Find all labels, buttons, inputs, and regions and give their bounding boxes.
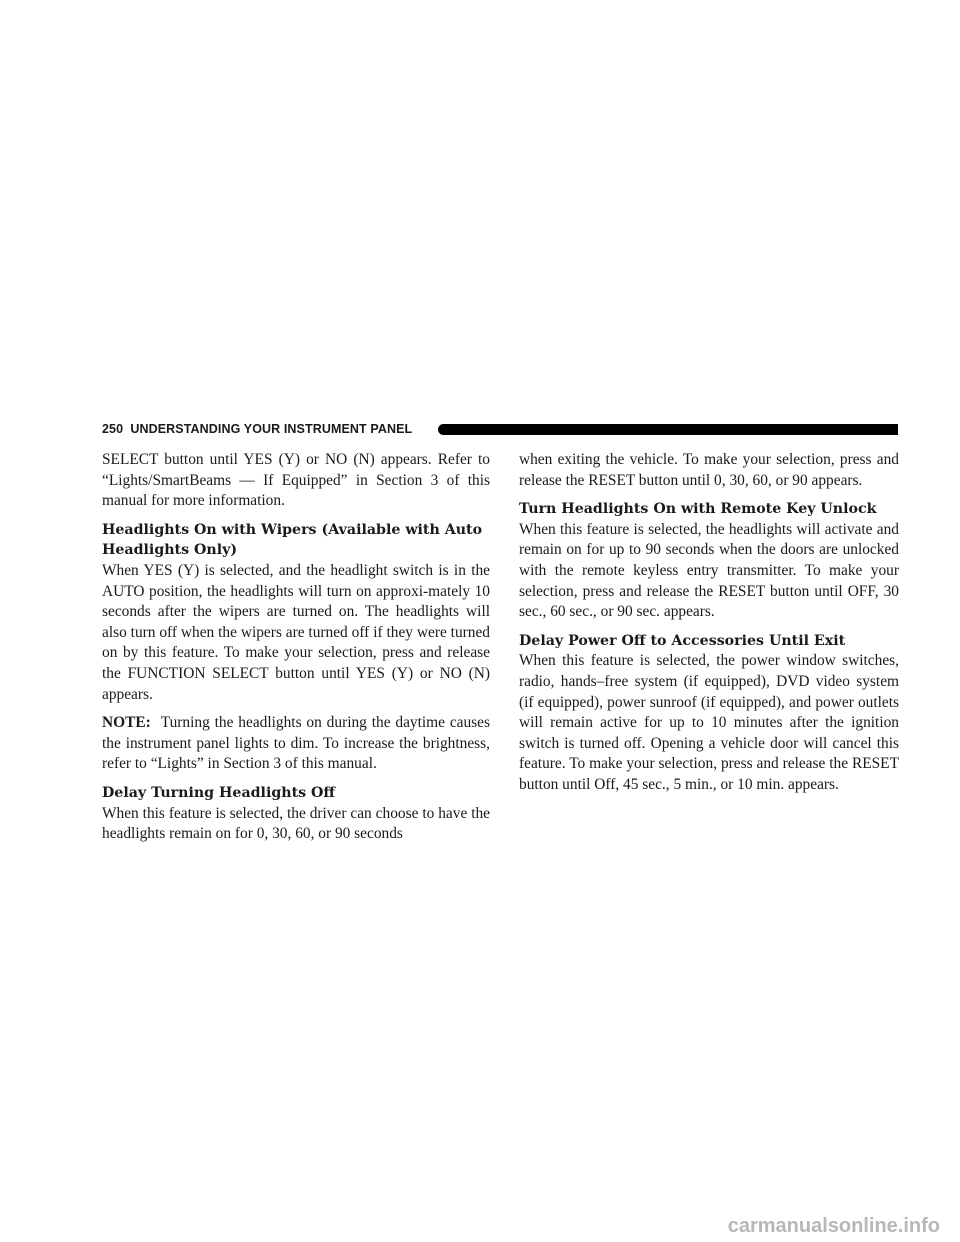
- page-header: [102, 421, 898, 437]
- header-rule-bar: [438, 424, 898, 435]
- delay-heading: Delay Turning Headlights Off: [102, 784, 336, 801]
- remote-unlock-paragraph: When this feature is selected, the headlights will activate and remain on for up to 90 seconds when the doors are unlocked with the remote keyless entry transmitter. To make your selection, press and release the RESET button until OFF, 30 sec., 60 sec., or 90 sec. appears.: [519, 520, 899, 621]
- note-text: Turning the headlights on during the daytime causes the instrument panel lights to dim. To increase the brightness, refer to “Lights” in Section 3 of this manual.: [102, 714, 490, 773]
- page-header-text: [102, 421, 412, 437]
- section-title: UNDERSTANDING YOUR INSTRUMENT PANEL: [130, 422, 413, 436]
- note-paragraph: [102, 713, 490, 775]
- page-number: 250: [102, 422, 124, 436]
- right-column: [519, 450, 899, 804]
- power-off-paragraph: When this feature is selected, the power window switches, radio, hands–free system (if equipped), DVD video system (if equipped), power sunroof (if equipped), and power outlets will remain active for up to 10 minutes after the ignition switch is turned off. Opening a vehicle door will cancel this feature. To make your selection, press and release the RESET button until Off, 45 sec., 5 min., or 10 min. appears.: [519, 652, 899, 793]
- intro-paragraph: SELECT button until YES (Y) or NO (N) appears. Refer to “Lights/SmartBeams — If Equipped” in Section 3 of this manual for more information.: [102, 451, 490, 510]
- remote-unlock-heading: Turn Headlights On with Remote Key Unlock: [519, 501, 877, 518]
- note-label: NOTE:: [102, 714, 151, 732]
- delay-paragraph: When this feature is selected, the driver can choose to have the headlights remain on for 0, 30, 60, or 90 seconds: [102, 804, 490, 843]
- left-column: [102, 450, 490, 853]
- power-off-heading: Delay Power Off to Accessories Until Exit: [519, 632, 846, 649]
- wipers-paragraph: When YES (Y) is selected, and the headlight switch is in the AUTO position, the headlights will turn on approxi-mately 10 seconds after the wipers are turned on. The headlights will also turn off when the wipers are turned off if they were turned on by this feature. To make your selection, press and release the FUNCTION SELECT button until YES (Y) or NO (N) appears.: [102, 561, 490, 703]
- wipers-heading: Headlights On with Wipers (Available with Auto Headlights Only): [102, 521, 483, 559]
- watermark: carmanualsonline.info: [727, 1215, 940, 1237]
- delay-paragraph-continued: when exiting the vehicle. To make your selection, press and release the RESET button until 0, 30, 60, or 90 appears.: [519, 451, 899, 489]
